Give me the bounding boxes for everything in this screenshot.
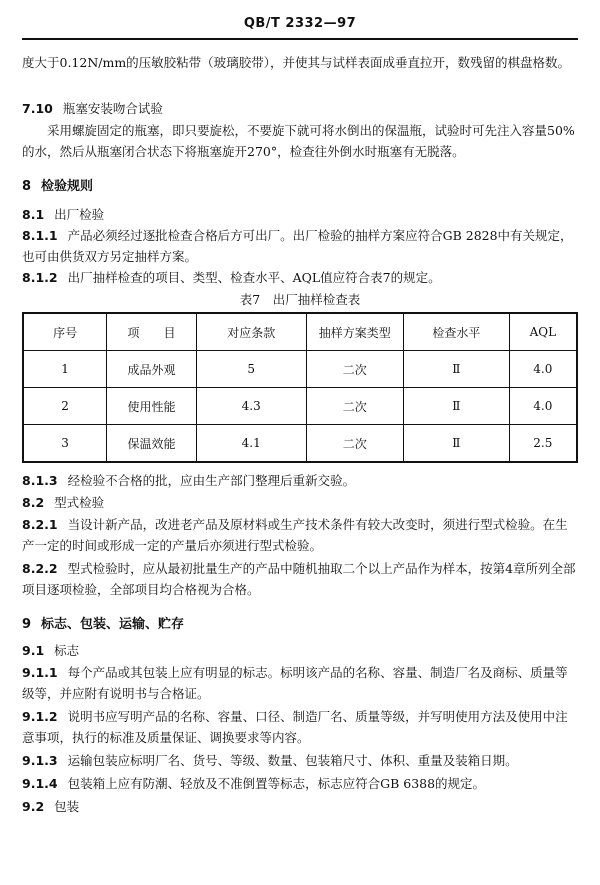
section-text: 包装箱上应有防潮、轻放及不准倒置等标志，标志应符合GB 6388的规定。: [67, 776, 486, 791]
section-number: 9.1.3: [22, 753, 58, 768]
section-number: 9.1.1: [22, 665, 58, 680]
table-cell: 2.5: [509, 425, 577, 463]
table-cell: 使用性能: [107, 388, 197, 425]
section-7-10-text: 采用螺旋固定的瓶塞，即只要旋松，不要旋下就可将水倒出的保温瓶，试验时可先注入容量50%的水，然后从瓶塞闭合状态下将瓶塞旋开270°，检查往外倒水时瓶塞有无脱落。: [22, 123, 575, 159]
table-header-cell: 序号: [23, 313, 107, 351]
section-8-2-heading: [22, 492, 578, 513]
table-cell: Ⅱ: [404, 351, 510, 388]
section-text: 说明书应写明产品的名称、容量、口径、制造厂名、质量等级，并写明使用方法及使用中注意事项，执行的标准及质量保证、调换要求等内容。: [22, 709, 568, 745]
section-number: 9.1.4: [22, 776, 58, 791]
section-9-1-2: [22, 706, 578, 748]
section-title: 瓶塞安装吻合试验: [62, 101, 163, 116]
section-title: 标志: [54, 643, 80, 658]
section-text: 每个产品或其包装上应有明显的标志。标明该产品的名称、容量、制造厂名及商标、质量等级等，并应附有说明书与合格证。: [22, 665, 568, 701]
section-9-heading: [22, 614, 578, 635]
page-header: QB/T 2332—97: [243, 16, 357, 31]
section-text: 当设计新产品，改进老产品及原材料或生产技术条件有较大改变时，须进行型式检验。在生产一定的时间或形成一定的产量后亦须进行型式检验。: [22, 517, 568, 553]
section-number: 9.1: [22, 643, 45, 658]
table-row: [23, 425, 577, 463]
table-header-cell: 检查水平: [404, 313, 510, 351]
section-9-1-1: [22, 662, 578, 704]
table-cell: 4.1: [196, 425, 306, 463]
section-8-1-2: [22, 267, 578, 288]
section-title: 检验规则: [41, 179, 94, 194]
section-text: 型式检验时，应从最初批量生产的产品中随机抽取二个以上产品作为样本，按第4章所列全部项目逐项检验，全部项目均合格视为合格。: [22, 561, 576, 597]
table-cell: Ⅱ: [404, 425, 510, 463]
section-8-heading: [22, 176, 578, 197]
section-number: 8.1.1: [22, 228, 58, 243]
section-9-1-4: [22, 773, 578, 794]
section-title: 标志、包装、运输、贮存: [41, 617, 185, 632]
section-text: 产品必须经过逐批检查合格后方可出厂。出厂检验的抽样方案应符合GB 2828中有关规定，也可由供货双方另定抽样方案。: [22, 228, 573, 264]
section-number: 8: [22, 179, 32, 194]
section-title: 出厂检验: [54, 207, 105, 222]
table-cell: 1: [23, 351, 107, 388]
section-9-1-3: [22, 750, 578, 771]
section-9-1-heading: [22, 640, 578, 661]
section-title: 包装: [54, 799, 80, 814]
table-cell: 二次: [306, 351, 404, 388]
table-cell: Ⅱ: [404, 388, 510, 425]
table-row: [23, 351, 577, 388]
table-cell: 4.0: [509, 351, 577, 388]
section-title: 型式检验: [54, 495, 105, 510]
section-number: 8.1: [22, 207, 45, 222]
section-text: 运输包装应标明厂名、货号、等级、数量、包装箱尺寸、体积、重量及装箱日期。: [67, 753, 518, 768]
table-header-cell: 对应条款: [196, 313, 306, 351]
table-row: [23, 388, 577, 425]
section-number: 7.10: [22, 101, 53, 116]
section-8-2-2: [22, 558, 578, 600]
section-text: 出厂抽样检查的项目、类型、检查水平、AQL值应符合表7的规定。: [67, 270, 441, 285]
table-cell: 4.0: [509, 388, 577, 425]
section-8-2-1: [22, 514, 578, 556]
table-cell: 保温效能: [107, 425, 197, 463]
section-number: 9.1.2: [22, 709, 58, 724]
section-number: 8.2: [22, 495, 45, 510]
section-text: 经检验不合格的批，应由生产部门整理后重新交验。: [67, 473, 356, 488]
section-number: 8.2.2: [22, 561, 58, 576]
paragraph-continuation: 度大于0.12N/mm的压敏胶粘带（玻璃胶带），并使其与试样表面成垂直拉开，数残留的棋盘格数。: [22, 55, 570, 70]
section-8-1-3: [22, 470, 578, 491]
table-header-cell: 项 目: [107, 313, 197, 351]
table-cell: 5: [196, 351, 306, 388]
table-header-cell: 抽样方案类型: [306, 313, 404, 351]
table-cell: 3: [23, 425, 107, 463]
section-number: 8.1.2: [22, 270, 58, 285]
section-number: 8.1.3: [22, 473, 58, 488]
section-number: 9.2: [22, 799, 45, 814]
table-cell: 2: [23, 388, 107, 425]
section-9-2-heading: [22, 796, 578, 817]
section-7-10-heading: [22, 98, 578, 119]
section-8-1-heading: [22, 204, 578, 225]
table-caption: 表7 出厂抽样检查表: [239, 292, 361, 307]
table-cell: 成品外观: [107, 351, 197, 388]
table-header-row: [23, 313, 577, 351]
section-8-1-1: [22, 225, 578, 267]
table-cell: 二次: [306, 388, 404, 425]
header-rule: [22, 38, 578, 40]
table-cell: 二次: [306, 425, 404, 463]
section-number: 9: [22, 617, 32, 632]
table-cell: 4.3: [196, 388, 306, 425]
section-number: 8.2.1: [22, 517, 58, 532]
table-header-cell: AQL: [509, 313, 577, 351]
inspection-table: [22, 312, 578, 463]
